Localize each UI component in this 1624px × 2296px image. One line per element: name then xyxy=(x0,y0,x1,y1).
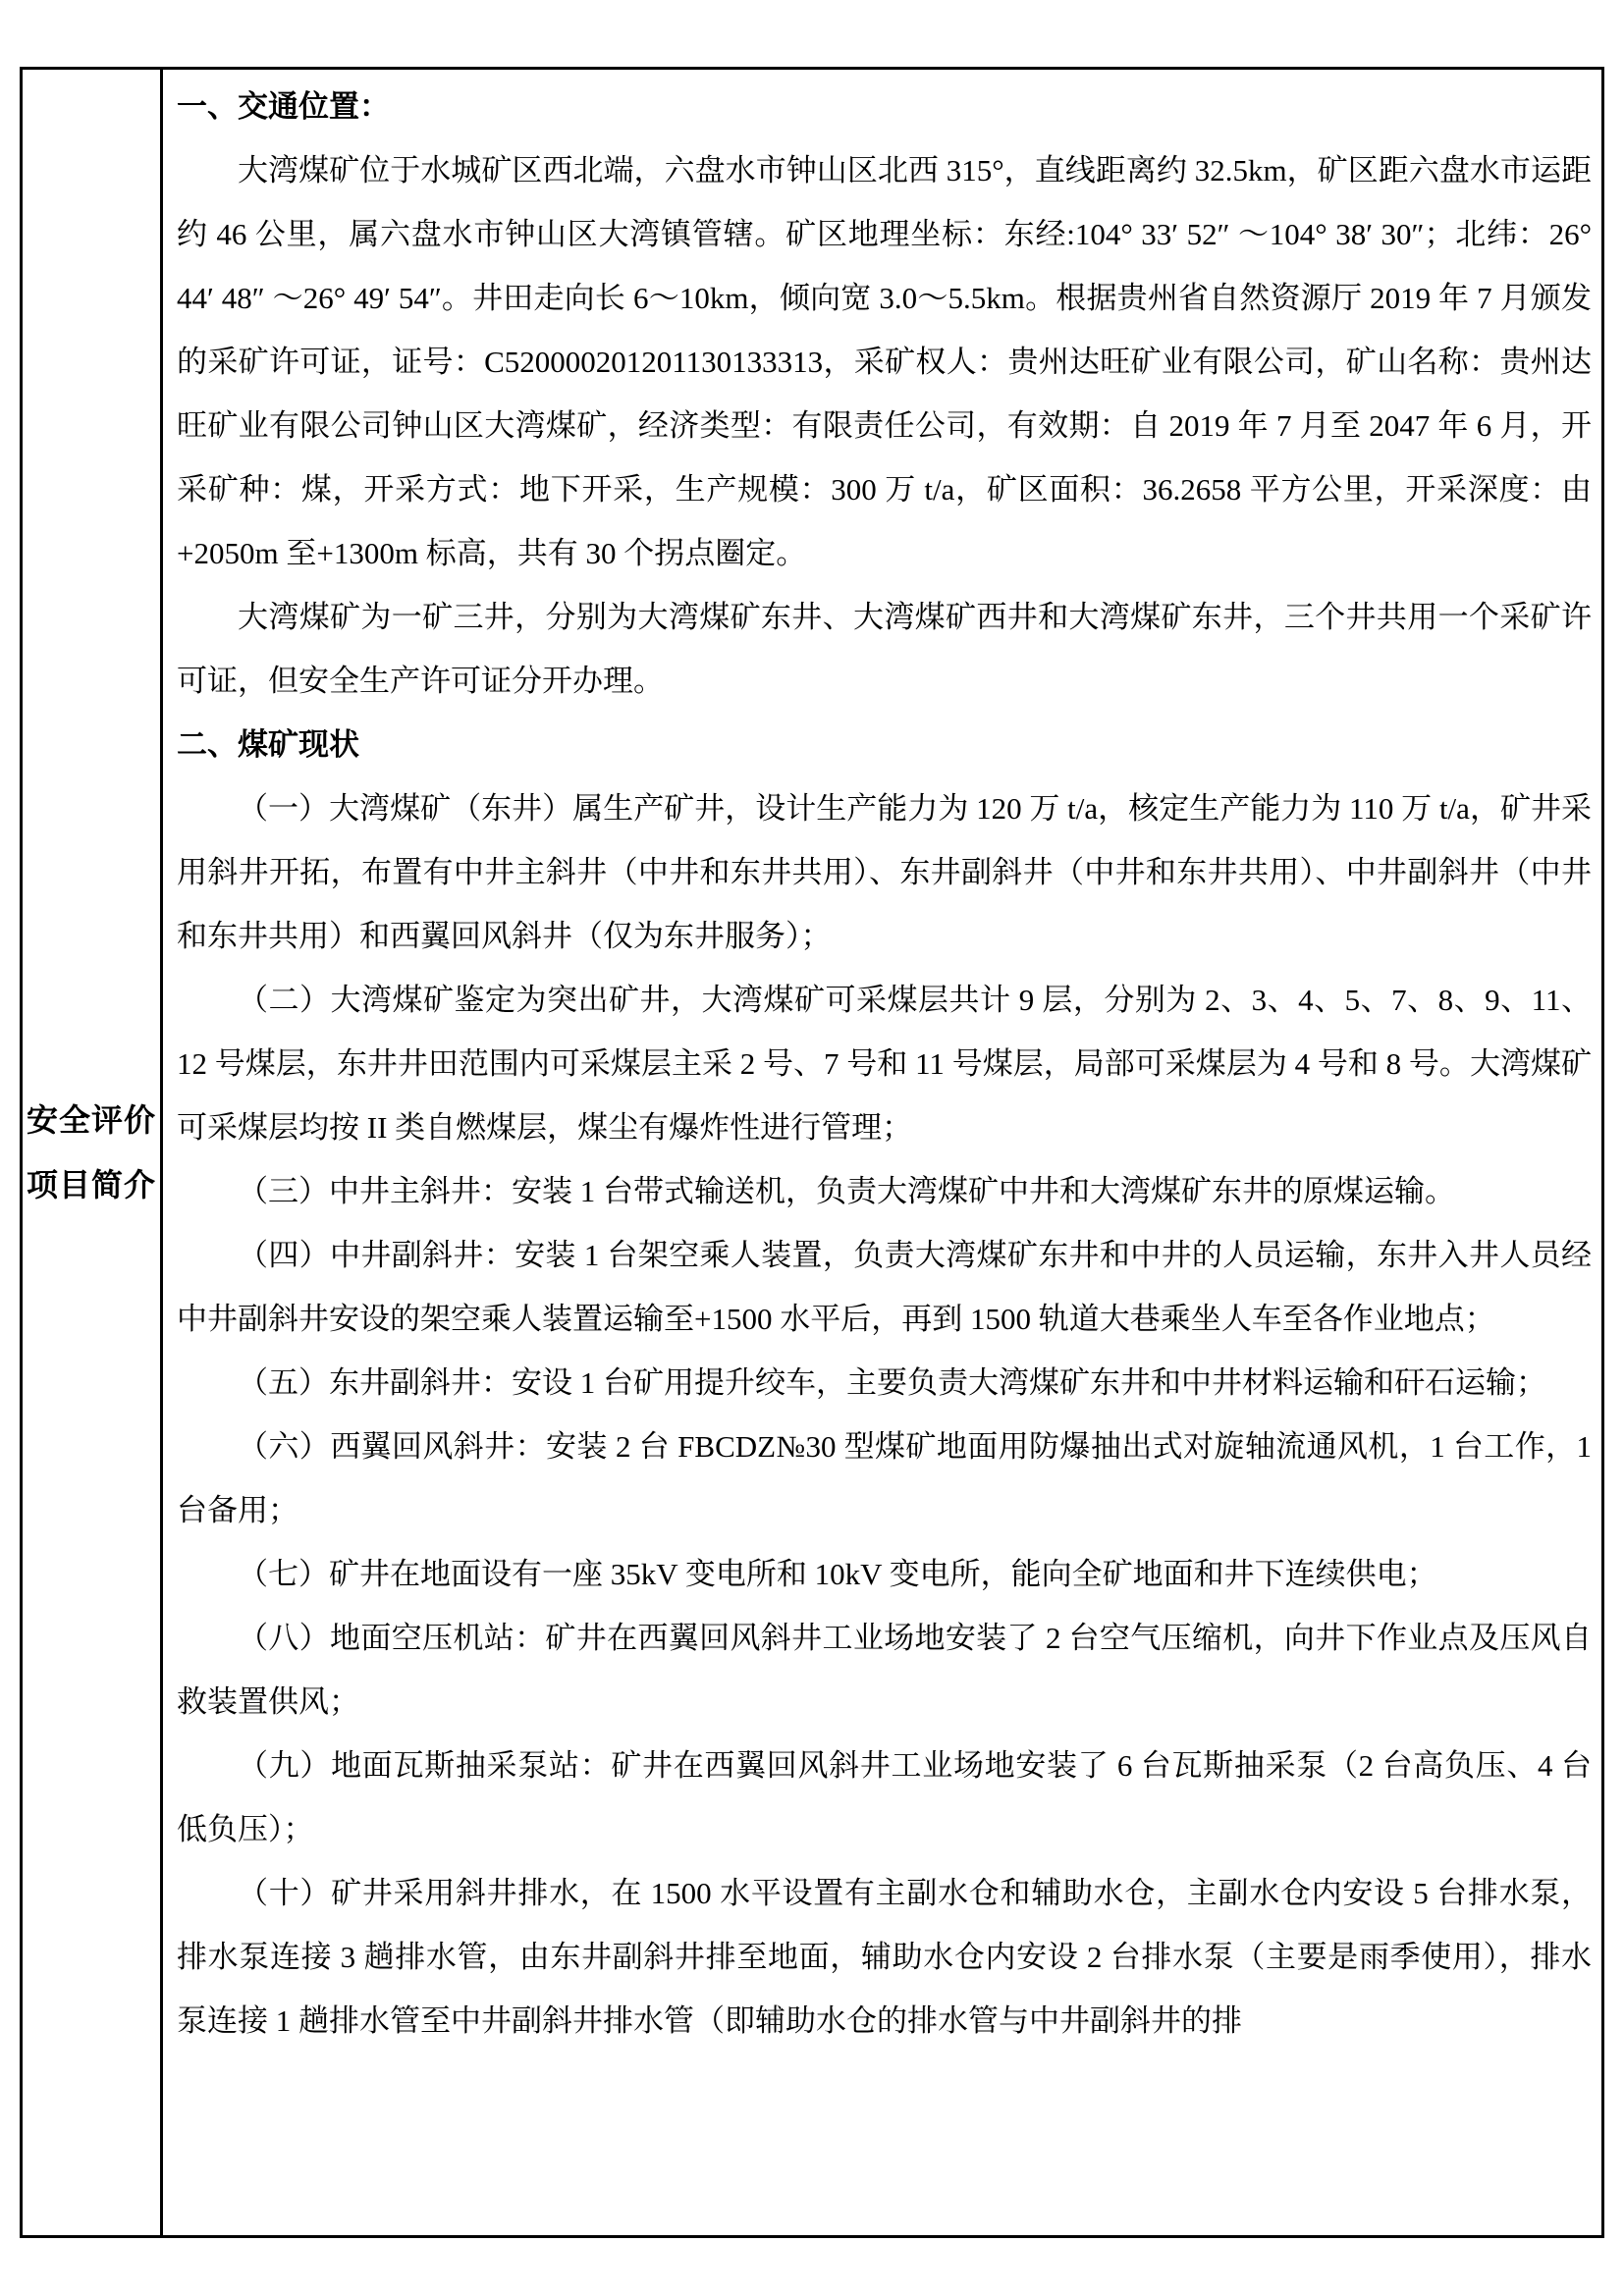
section2-heading: 二、煤矿现状 xyxy=(177,727,359,762)
section2-item-2: （二）大湾煤矿鉴定为突出矿井，大湾煤矿可采煤层共计 9 层，分别为 2、3、4、5、7、8、9、11、12 号煤层，东井井田范围内可采煤层主采 2 号、7 号和 11 号煤层，局部可采煤层为 4 号和 8 号。大湾煤矿可采煤层均按 II 类自燃煤层，煤尘有爆炸性进行管理； xyxy=(177,983,1592,1145)
section2-item-4: （四）中井副斜井：安装 1 台架空乘人装置，负责大湾煤矿东井和中井的人员运输，东井入井人员经中井副斜井安设的架空乘人装置运输至+1500 水平后，再到 1500 轨道大巷乘坐人车至各作业地点； xyxy=(177,1238,1592,1336)
section1-paragraph-1: 大湾煤矿位于水城矿区西北端，六盘水市钟山区北西 315°，直线距离约 32.5km，矿区距六盘水市运距约 46 公里，属六盘水市钟山区大湾镇管辖。矿区地理坐标：东经:104° 33′ 52″ ～104° 38′ 30″；北纬：26° 44′ 48″ ～26° 49′ 54″。井田走向长 6～10km，倾向宽 3.0～5.5km。根据贵州省自然资源厅 2019 年 7 月颁发的采矿许可证，证号：C520000201201130133313，采矿权人：贵州达旺矿业有限公司，矿山名称：贵州达旺矿业有限公司钟山区大湾煤矿，经济类型：有限责任公司，有效期：自 2019 年 7 月至 2047 年 6 月，开采矿种：煤，开采方式：地下开采，生产规模：300 万 t/a，矿区面积：36.2658 平方公里，开采深度：由+2050m 至+1300m 标高，共有 30 个拐点圈定。 xyxy=(177,153,1592,570)
section2-item-6: （六）西翼回风斜井：安装 2 台 FBCDZ№30 型煤矿地面用防爆抽出式对旋轴流通风机，1 台工作，1 台备用； xyxy=(177,1429,1592,1527)
safety-evaluation-table xyxy=(20,67,1604,2238)
row-header-line-1: 安全评价 xyxy=(26,1102,156,1138)
project-summary-cell xyxy=(163,70,1601,2235)
row-header-line-2: 项目简介 xyxy=(26,1167,156,1202)
section1-paragraph-2: 大湾煤矿为一矿三井，分别为大湾煤矿东井、大湾煤矿西井和大湾煤矿东井，三个井共用一个采矿许可证，但安全生产许可证分开办理。 xyxy=(177,600,1592,698)
section2-item-5: （五）东井副斜井：安设 1 台矿用提升绞车，主要负责大湾煤矿东井和中井材料运输和矸石运输； xyxy=(238,1365,1546,1400)
section2-item-9: （九）地面瓦斯抽采泵站：矿井在西翼回风斜井工业场地安装了 6 台瓦斯抽采泵（2 台高负压、4 台低负压）； xyxy=(177,1748,1592,1846)
section2-item-3: （三）中井主斜井：安装 1 台带式输送机，负责大湾煤矿中井和大湾煤矿东井的原煤运输。 xyxy=(238,1174,1455,1208)
section2-item-8: （八）地面空压机站：矿井在西翼回风斜井工业场地安装了 2 台空气压缩机，向井下作业点及压风自救装置供风； xyxy=(177,1621,1592,1719)
section1-heading: 一、交通位置： xyxy=(177,89,390,124)
section2-item-1: （一）大湾煤矿（东井）属生产矿井，设计生产能力为 120 万 t/a，核定生产能力为 110 万 t/a，矿井采用斜井开拓，布置有中井主斜井（中井和东井共用）、东井副斜井（中井和东井共用）、中井副斜井（中井和东井共用）和西翼回风斜井（仅为东井服务）； xyxy=(177,791,1592,953)
section2-item-7: （七）矿井在地面设有一座 35kV 变电所和 10kV 变电所，能向全矿地面和井下连续供电； xyxy=(238,1557,1437,1591)
section2-item-10: （十）矿井采用斜井排水，在 1500 水平设置有主副水仓和辅助水仓，主副水仓内安设 5 台排水泵，排水泵连接 3 趟排水管，由东井副斜井排至地面，辅助水仓内安设 2 台排水泵（主要是雨季使用），排水泵连接 1 趟排水管至中井副斜井排水管（即辅助水仓的排水管与中井副斜井的排 xyxy=(177,1876,1592,2038)
row-header-cell xyxy=(23,70,163,2235)
